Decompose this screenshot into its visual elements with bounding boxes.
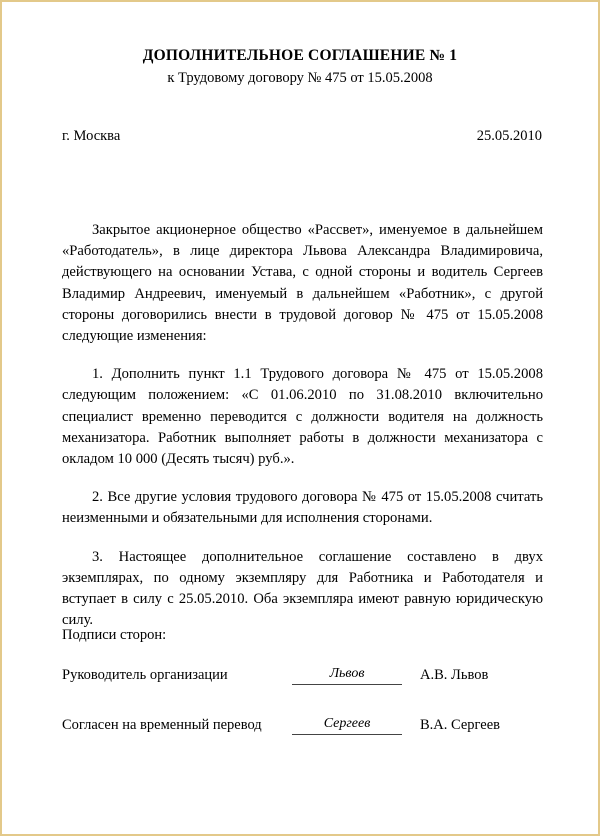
signature-row-spacer: [62, 685, 543, 715]
document-title: ДОПОЛНИТЕЛЬНОЕ СОГЛАШЕНИЕ № 1: [142, 47, 458, 64]
document-subtitle: к Трудовому договору № 475 от 15.05.2008: [167, 70, 433, 86]
place-label: г. Москва: [62, 128, 121, 144]
signatures-heading: Подписи сторон:: [62, 627, 167, 643]
clause-3-paragraph: 3. Настоящее дополнительное соглашение составлено в двух экземплярах, по одному экземпляру для Работника и Работодателя и вступает в силу с 25.05.2010. Оба экземпляра имеют равную юридическую силу.: [62, 548, 543, 629]
signature-role-label: Согласен на временный перевод: [62, 717, 262, 733]
signature-field: [292, 665, 420, 685]
signature-row: [62, 715, 543, 735]
signature-role-label: Руководитель организации: [62, 667, 228, 683]
spacer-cell: [292, 685, 420, 715]
signatory-printed-name: В.А. Сергеев: [420, 717, 501, 733]
place-and-date-row: [62, 128, 542, 145]
clause-1-paragraph: 1. Дополнить пункт 1.1 Трудового договора № 475 от 15.05.2008 следующим положением: «С 01.06.2010 по 31.08.2010 включительно специалист временно переводится с должности водителя на должность механизатора. Работник выполняет работы в должности механизатора с окладом 10 000 (Десять тысяч) руб.».: [62, 366, 543, 468]
spacer-cell: [420, 685, 543, 715]
signature-mark: Сергеев: [292, 715, 402, 735]
signature-mark: Львов: [292, 665, 402, 685]
clause-2-paragraph: 2. Все другие условия трудового договора № 475 от 15.05.2008 считать неизменными и обязательными для исполнения сторонами.: [62, 489, 543, 527]
signature-row: [62, 665, 543, 685]
signatures-table: [62, 665, 543, 735]
signatory-printed-name: А.В. Львов: [420, 667, 489, 683]
signature-field: [292, 715, 420, 735]
spacer-cell: [62, 685, 292, 715]
document-body: [62, 220, 543, 631]
document-date: 25.05.2010: [476, 128, 542, 144]
document-sheet: [2, 2, 598, 834]
preamble-paragraph: Закрытое акционерное общество «Рассвет», именуемое в дальнейшем «Работодатель», в лице директора Львова Александра Владимировича, действующего на основании Устава, с одной стороны и водитель Сергеев Владимир Андреевич, именуемый в дальнейшем «Работник», с другой стороны договорились внести в трудовой договор № 475 от 15.05.2008 следующие изменения:: [62, 222, 543, 345]
